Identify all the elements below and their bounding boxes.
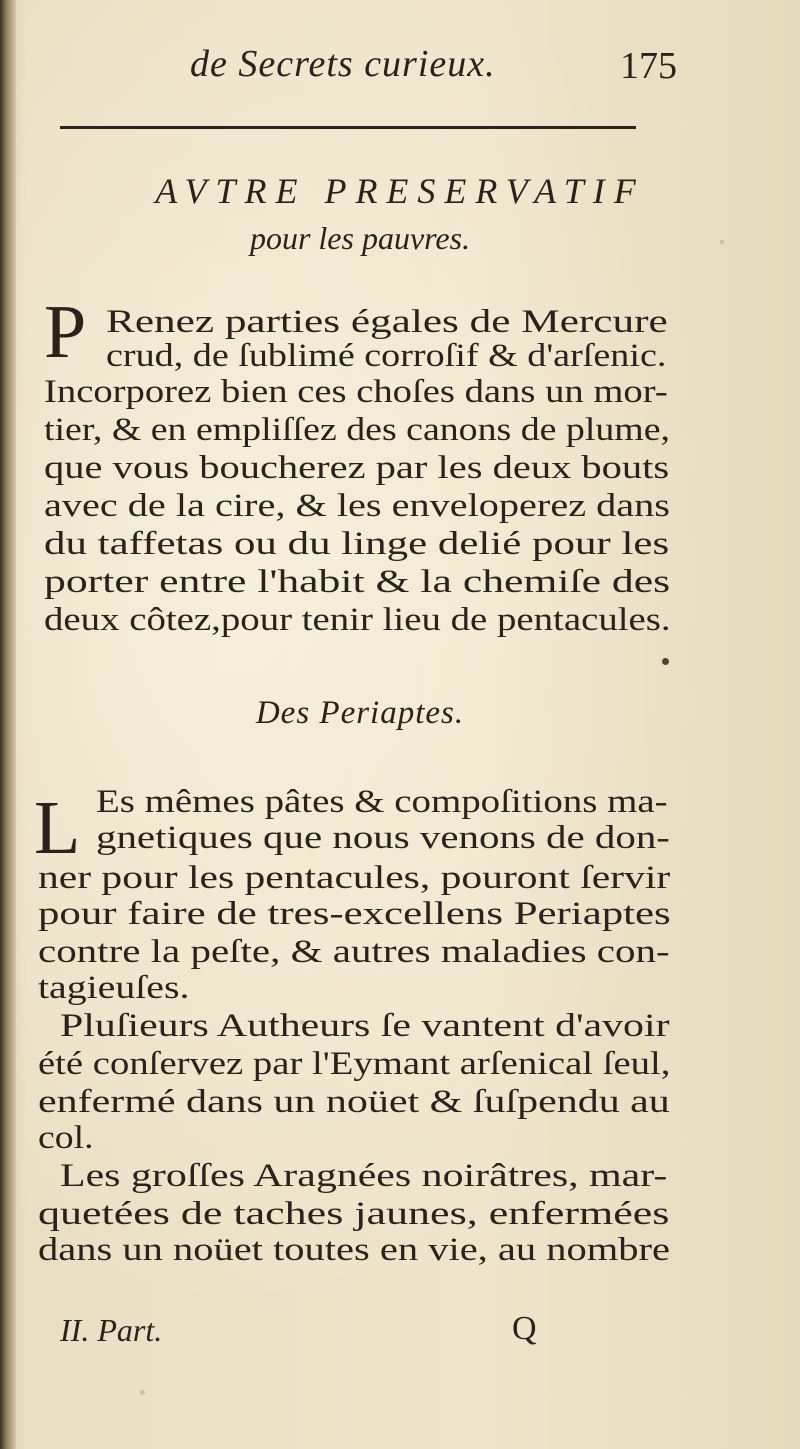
text-line: quetées de taches jaunes, enfermées xyxy=(38,1196,670,1232)
text-line: été conſervez par l'Eymant arſenical ſeul, xyxy=(38,1046,671,1082)
running-title: de Secrets curieux. xyxy=(190,43,496,85)
catchword: Q xyxy=(512,1310,537,1347)
page-number: 175 xyxy=(620,45,677,87)
text-line: tagieuſes. xyxy=(38,970,190,1006)
text-line: que vous boucherez par les deux bouts xyxy=(44,450,670,486)
section-subtitle: pour les pauvres. xyxy=(249,220,471,256)
text-line: Es mêmes pâtes & compoſitions ma- xyxy=(96,784,668,820)
text-line: avec de la cire, & les enveloperez dans xyxy=(44,488,670,524)
text-line: col. xyxy=(38,1120,94,1156)
text-line: enfermé dans un noüet & ſuſpendu au xyxy=(38,1084,670,1120)
header-rule xyxy=(60,126,636,129)
page-header xyxy=(190,42,677,92)
text-line: pour faire de tres-excellens Periaptes xyxy=(38,896,671,932)
drop-cap-p: P xyxy=(44,290,87,374)
paper-speck xyxy=(140,1390,145,1395)
text-line: Renez parties égales de Mercure xyxy=(106,304,668,340)
section-title-periaptes: Des Periaptes. xyxy=(255,695,465,731)
text-line: gnetiques que nous venons de don- xyxy=(96,820,670,856)
text-line: deux côtez,pour tenir lieu de pentacules. xyxy=(44,602,671,638)
text-line: tier, & en empliſſez des canons de plume, xyxy=(44,412,670,448)
text-line: Incorporez bien ces choſes dans un mor- xyxy=(44,374,668,410)
signature-mark: II. Part. xyxy=(60,1312,163,1348)
paper-speck xyxy=(662,658,669,665)
section-title-preservatif: AVTRE PRESERVATIF xyxy=(155,171,645,211)
text-line: du taffetas ou du linge delié pour les xyxy=(44,526,670,562)
text-line: contre la peſte, & autres maladies con- xyxy=(38,934,670,970)
text-line: ner pour les pentacules, pouront ſervir xyxy=(38,860,671,896)
text-line: Pluſieurs Autheurs ſe vantent d'avoir xyxy=(60,1008,670,1044)
paper-speck xyxy=(720,240,724,244)
paper-speck xyxy=(300,1020,305,1025)
text-line: porter entre l'habit & la chemiſe des xyxy=(44,564,671,600)
text-line: dans un noüet toutes en vie, au nombre xyxy=(38,1232,670,1268)
text-line: crud, de ſublimé corroſif & d'arſenic. xyxy=(106,338,667,374)
text-line: Les groſſes Aragnées noirâtres, mar- xyxy=(60,1158,668,1194)
drop-cap-l: L xyxy=(34,786,81,870)
